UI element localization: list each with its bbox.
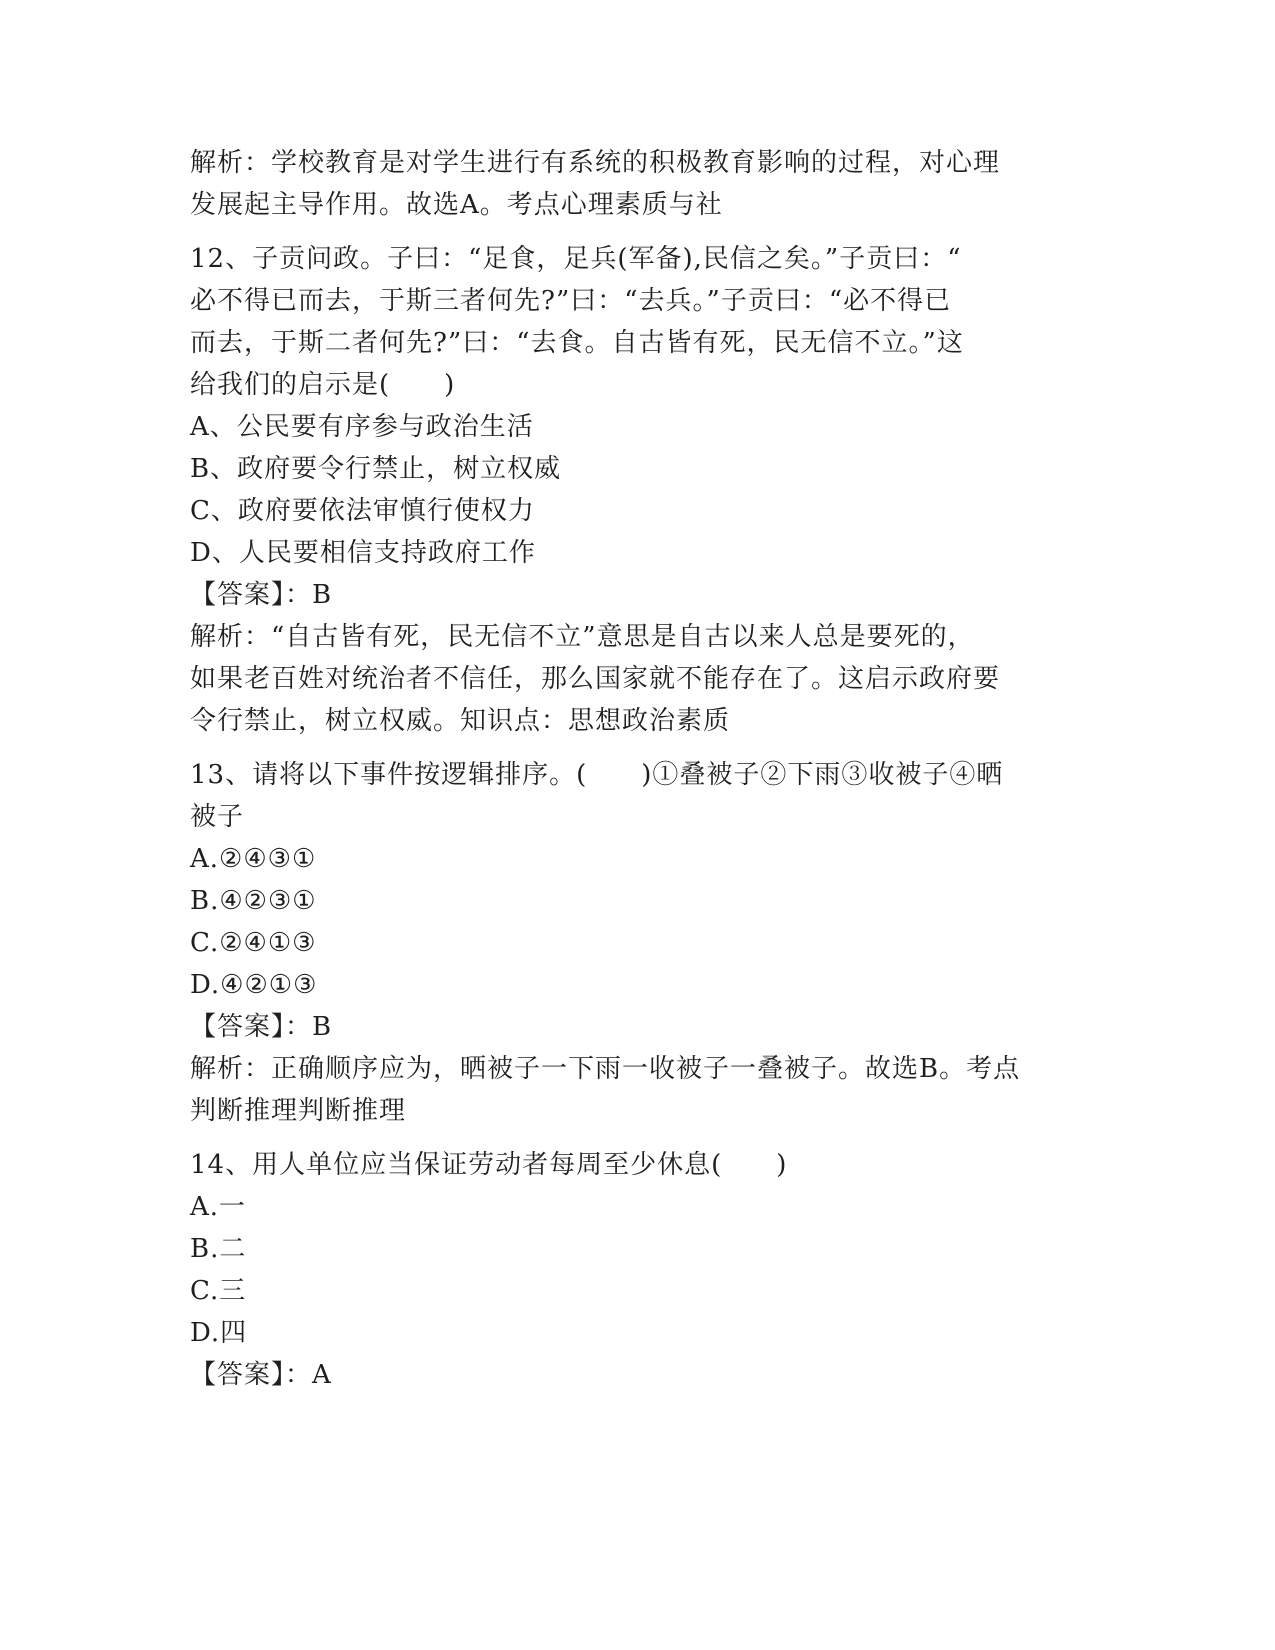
question-stem-line: 必不得已而去，于斯三者何先?”曰：“去兵。”子贡曰：“必不得已 [190, 286, 952, 316]
option-c: C.②④①③ [190, 928, 317, 958]
option-a: A、公民要有序参与政治生活 [190, 412, 534, 442]
analysis-line: 发展起主导作用。故选A。考点心理素质与社 [190, 190, 723, 220]
question-14 [190, 1144, 1090, 1396]
option-b: B.二 [190, 1234, 247, 1264]
question-stem-line: 被子 [190, 802, 245, 832]
answer-label: 【答案】：A [190, 1360, 332, 1390]
option-b: B、政府要令行禁止，树立权威 [190, 454, 562, 484]
question-13 [190, 754, 1090, 1132]
option-d: D.④②①③ [190, 970, 318, 1000]
answer-label: 【答案】：B [190, 1012, 333, 1042]
analysis-line: 解析：正确顺序应为，晒被子一下雨一收被子一叠被子。故选B。考点 [190, 1054, 1021, 1084]
analysis-line: 如果老百姓对统治者不信任，那么国家就不能存在了。这启示政府要 [190, 664, 1001, 694]
option-a: A.②④③① [190, 844, 317, 874]
option-c: C.三 [190, 1276, 247, 1306]
analysis-line: 解析：“自古皆有死，民无信不立”意思是自古以来人总是要死的， [190, 622, 975, 652]
option-a: A.一 [190, 1192, 247, 1222]
question-stem-line: 12、子贡问政。子曰：“足食，足兵(军备),民信之矣。”子贡曰：“ [190, 244, 962, 274]
question-stem-line: 13、请将以下事件按逻辑排序。( )①叠被子②下雨③收被子④晒 [190, 760, 1004, 790]
question-stem-line: 给我们的启示是( ) [190, 370, 456, 400]
option-d: D、人民要相信支持政府工作 [190, 538, 536, 568]
answer-label: 【答案】：B [190, 580, 333, 610]
option-b: B.④②③① [190, 886, 317, 916]
analysis-q11 [190, 142, 1090, 226]
option-d: D.四 [190, 1318, 248, 1348]
analysis-line: 判断推理判断推理 [190, 1096, 407, 1126]
analysis-line: 令行禁止，树立权威。知识点：思想政治素质 [190, 706, 731, 736]
analysis-line: 解析：学校教育是对学生进行有系统的积极教育影响的过程，对心理 [190, 148, 1001, 178]
option-c: C、政府要依法审慎行使权力 [190, 496, 535, 526]
question-stem-line: 而去，于斯二者何先?”曰：“去食。自古皆有死，民无信不立。”这 [190, 328, 964, 358]
question-stem-line: 14、用人单位应当保证劳动者每周至少休息( ) [190, 1150, 788, 1180]
question-12 [190, 238, 1090, 742]
document-content [190, 142, 1090, 1408]
